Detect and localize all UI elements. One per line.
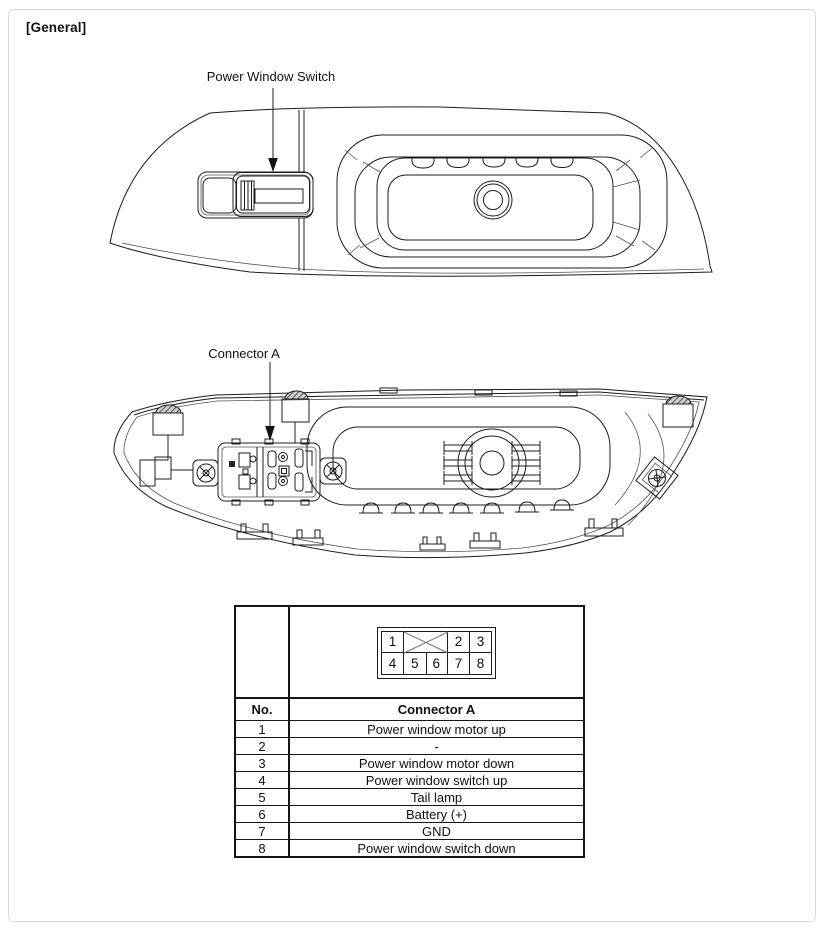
table-row (235, 721, 584, 738)
pin-function: - (289, 738, 584, 755)
table-row (235, 823, 584, 840)
pin-function: Battery (+) (289, 806, 584, 823)
power-window-switch-label: Power Window Switch (206, 69, 336, 84)
connector-a-drawing (193, 439, 346, 505)
table-header-row (235, 698, 584, 721)
pin-cell: 4 (382, 653, 404, 674)
pin-no: 3 (235, 755, 289, 772)
col-header-no: No. (235, 698, 289, 721)
pin-function: Power window switch up (289, 772, 584, 789)
screw-icon (197, 464, 215, 482)
pin-cell: 2 (448, 632, 470, 653)
power-window-switch-drawing (198, 172, 313, 218)
section-title: [General] (26, 20, 87, 35)
pin-no: 7 (235, 823, 289, 840)
down-arrow-leader (265, 362, 275, 441)
retaining-clip-drawing (282, 391, 309, 443)
pin-function: Power window motor up (289, 721, 584, 738)
pin-no: 6 (235, 806, 289, 823)
connector-a-label: Connector A (208, 346, 280, 361)
table-row (235, 789, 584, 806)
pin-no: 8 (235, 840, 289, 858)
col-header-connector-a: Connector A (289, 698, 584, 721)
pin-cell: 8 (476, 655, 485, 671)
pin-function: GND (289, 823, 584, 840)
pin-cell: 6 (432, 655, 440, 671)
door-pull-recess-drawing (337, 135, 667, 268)
pin-no: 4 (235, 772, 289, 789)
pin-cell-blocked (404, 632, 448, 653)
pin-no: 5 (235, 789, 289, 806)
pin-function: Power window switch down (289, 840, 584, 858)
connector-pin-table (234, 605, 585, 858)
down-arrow-leader (268, 88, 278, 172)
pin-no: 1 (235, 721, 289, 738)
pin-cell: 3 (470, 632, 491, 653)
switch-panel-front-diagram (105, 85, 720, 285)
pin-cell: 7 (448, 653, 470, 674)
screw-boss-drawing (636, 457, 678, 499)
pin-no: 2 (235, 738, 289, 755)
switch-panel-rear-diagram (105, 360, 725, 570)
pin-function: Tail lamp (289, 789, 584, 806)
clip-arches (359, 500, 574, 513)
connector-pin-map (377, 627, 496, 679)
retaining-clip-drawing (663, 396, 693, 427)
table-row (235, 772, 584, 789)
table-row (235, 738, 584, 755)
pin-diagram-row (235, 606, 584, 698)
retaining-clip-drawing (140, 405, 195, 486)
pin-function: Power window motor down (289, 755, 584, 772)
pin-cell (404, 653, 448, 674)
pin-cell: 1 (382, 632, 404, 653)
table-row (235, 806, 584, 823)
mounting-brackets (237, 519, 623, 550)
table-row (235, 755, 584, 772)
ribbed-boss-drawing (444, 429, 540, 497)
table-row (235, 840, 584, 858)
pin-cell: 5 (410, 655, 419, 671)
